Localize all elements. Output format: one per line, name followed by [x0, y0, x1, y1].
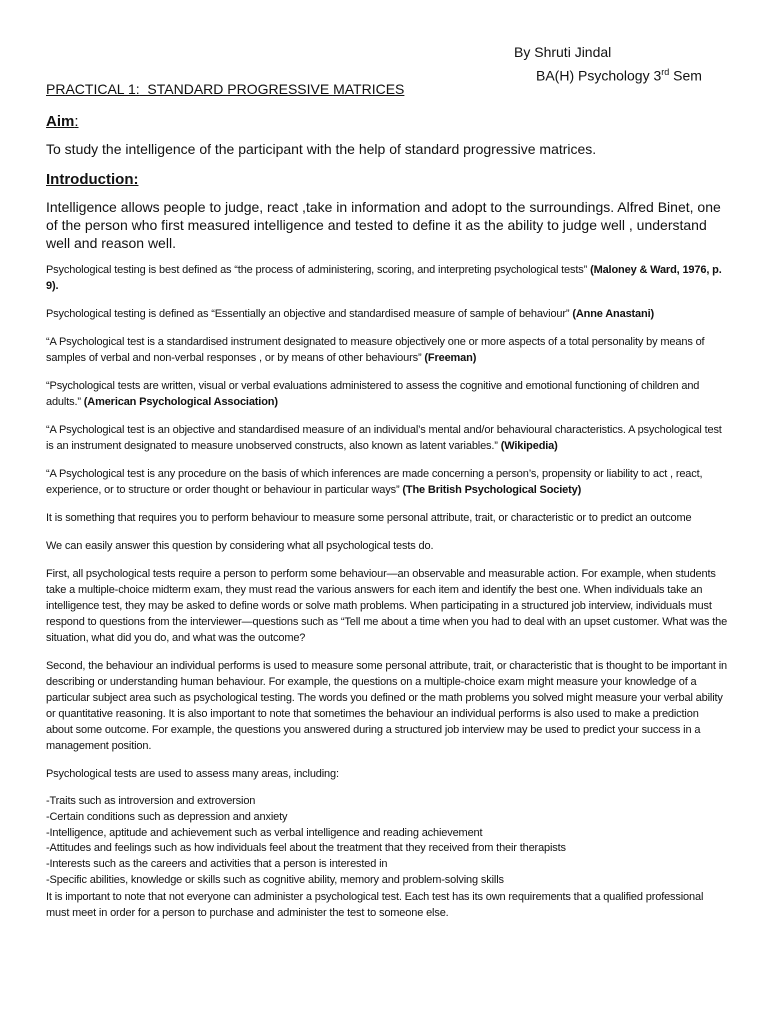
paragraph-second: Second, the behaviour an individual performs is used to measure some personal attribute, trait, or characteristic that is thought to be important in describing or understanding human behaviour. For example, the questions on a multiple-choice exam might measure your knowledge of a particular subject area such as psychological testing. The words you defined or the math problems you solved might measure your verbal ability or quantitative reasoning. It is also important to note that sometimes the behaviour an individual performs is also used to make a prediction about some outcome. For example, the questions you answered during a structured job interview may be used to predict your success in a management position.	[46, 660, 727, 752]
definition-item	[46, 334, 728, 366]
definition-item	[46, 466, 728, 498]
aim-heading-text: Aim	[46, 113, 75, 130]
definition-source: (American Psychological Association)	[83, 396, 278, 408]
list-item: -Certain conditions such as depression and anxiety	[46, 810, 288, 823]
author-course-suffix: Sem	[669, 67, 702, 84]
introduction-heading: Introduction:	[46, 171, 139, 188]
list-item: -Attitudes and feelings such as how individuals feel about the treatment that they received from their therapists	[46, 842, 566, 855]
paragraph-first: First, all psychological tests require a person to perform some behaviour—an observable and measurable action. For example, when students take a multiple-choice midterm exam, they must read the various answers for each item and identify the best one. When individuals take an intelligence test, they may be asked to define words or solve math problems. When participating in a structured job interview, individuals must respond to questions from the interviewer—questions such as “Tell me about a time when you had to deal with an upset customer. What was the situation, what did you do, and what was the outcome?	[46, 568, 728, 644]
author-name: By Shruti Jindal	[514, 44, 612, 60]
definition-source: (Freeman)	[424, 352, 477, 364]
areas-list	[46, 794, 728, 889]
definition-source: (Wikipedia)	[500, 440, 558, 452]
list-item: -Specific abilities, knowledge or skills such as cognitive ability, memory and problem-solving skills	[46, 873, 504, 886]
definition-item	[46, 262, 728, 294]
definition-source: (Anne Anastani)	[572, 308, 655, 320]
definition-text: “A Psychological test is any procedure on the basis of which inferences are made concerning a person’s, propensity or liability to act , react, experience, or to structure or order thought or behaviour in particular ways”	[46, 468, 703, 496]
aim-text: To study the intelligence of the participant with the help of standard progressive matrices.	[46, 141, 597, 157]
definition-text: Psychological testing is defined as “Essentially an objective and standardised measure of sample of behaviour”	[46, 308, 573, 320]
definition-text: “A Psychological test is an objective and standardised measure of an individual’s mental and/or behavioural characteristics. A psychological test is an instrument designated to measure unobserved constructs, also known as latent variables.”	[46, 424, 722, 452]
definition-item	[46, 306, 728, 322]
document-body	[46, 80, 728, 921]
definition-text: “A Psychological test is a standardised instrument designated to measure objectively one or more aspects of a total personality by means of samples of verbal and non-verbal responses , or by means of other behaviours”	[46, 336, 705, 364]
definition-source: (The British Psychological Society)	[402, 484, 582, 496]
author-course-sup: rd	[661, 67, 670, 77]
list-item: -Intelligence, aptitude and achievement such as verbal intelligence and reading achievement	[46, 826, 483, 839]
list-item: -Traits such as introversion and extroversion	[46, 795, 256, 807]
definition-source: (Maloney & Ward, 1976, p. 9).	[46, 264, 722, 292]
practical-title	[46, 80, 728, 98]
paragraph-areas-intro: Psychological tests are used to assess many areas, including:	[46, 768, 339, 780]
author-course-prefix: BA(H) Psychology 3	[536, 67, 662, 84]
list-item: -Interests such as the careers and activities that a person is interested in	[46, 858, 388, 871]
aim-heading-colon: :	[74, 113, 79, 130]
definition-item	[46, 422, 728, 454]
definition-item	[46, 378, 728, 410]
practical-title-rest: STANDARD PROGRESSIVE MATRICES	[139, 81, 405, 97]
paragraph-purpose: It is something that requires you to perform behaviour to measure some personal attribute, trait, or characteristic or to predict an outcome	[46, 512, 692, 524]
definition-text: “Psychological tests are written, visual or verbal evaluations administered to assess the cognitive and emotional functioning of children and adults.”	[46, 380, 700, 408]
definitions-list	[46, 262, 728, 498]
definition-text: Psychological testing is best defined as “the process of administering, scoring, and interpreting psychological tests”	[46, 264, 591, 276]
introduction-text: Intelligence allows people to judge, react ,take in information and adopt to the surroundings. Alfred Binet, one of the person who first measured intelligence and tested to define it as the ability to judge well , understand well and reason well.	[46, 199, 721, 251]
aim-heading	[46, 112, 728, 132]
practical-title-prefix: PRACTICAL 1:	[46, 81, 140, 97]
paragraph-closing: It is important to note that not everyone can administer a psychological test. Each test has its own requirements that a qualified professional must meet in order for a person to purchase and administer the test to someone else.	[46, 890, 704, 919]
paragraph-question: We can easily answer this question by considering what all psychological tests do.	[46, 540, 434, 552]
